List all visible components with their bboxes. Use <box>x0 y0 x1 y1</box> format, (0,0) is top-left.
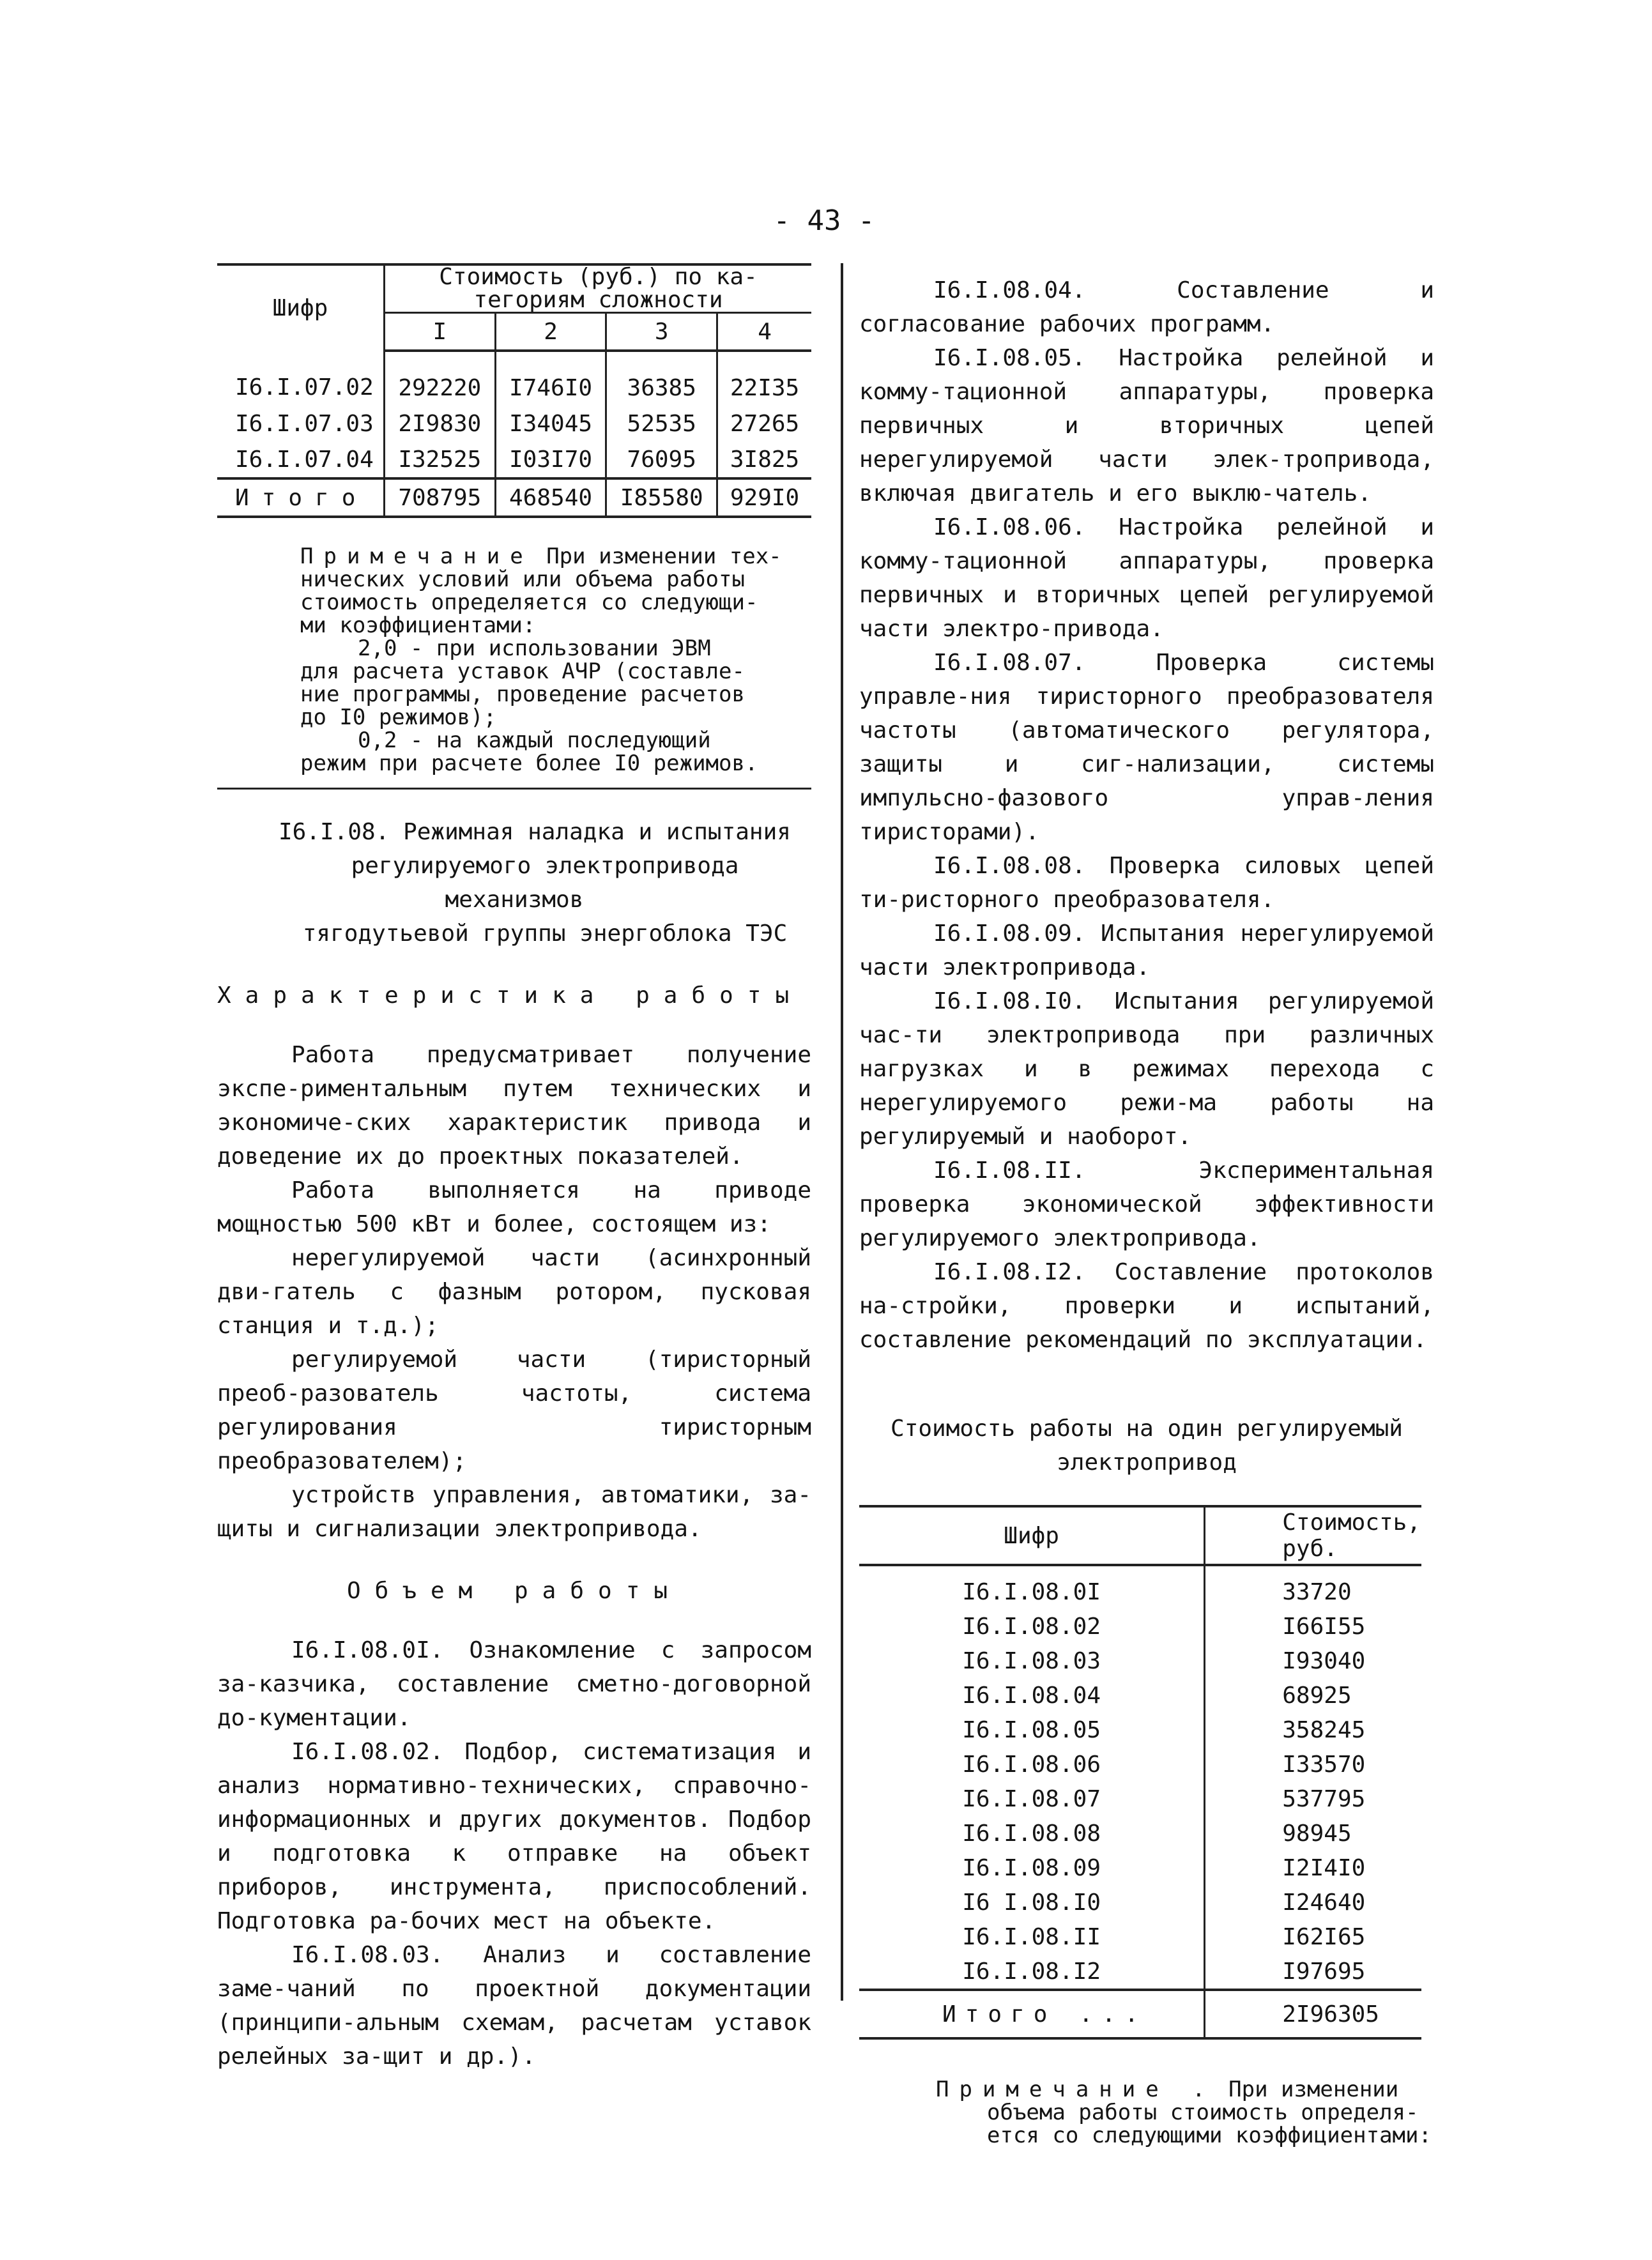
note-1: Примечание При изменении тех- нических условий или объема работы стоимость определяется со следующи- ми коэффициентами: 2,0 - при использовании ЭВМ для расчета уставок АЧР (составле- ние программы, проведение расчетов до I0 режимов); 0,2 - на каждый последующий режим при расчете более I0 режимов. <box>300 544 782 776</box>
separator-line <box>217 788 811 790</box>
section-heading: I6.I.08. Режимная наладка и испытания регулируемого электропривода механизмов тягодутьевой группы энергоблока ТЭС <box>279 819 791 947</box>
scope-item: I6.I.08.09. Испытания нерегулируемой части электропривода. <box>859 920 1434 981</box>
table-row: I6.I.08.09 I2I4I0 <box>859 1851 1421 1885</box>
table-row: I6.I.08.05 358245 <box>859 1713 1421 1747</box>
table-total-row: Итого 708795 468540 I85580 929I0 <box>217 478 811 517</box>
paragraph: нерегулируемой части (асинхронный дви-гатель с фазным ротором, пусковая станция и т.д.); <box>217 1245 811 1339</box>
right-column <box>859 273 1434 2147</box>
scope-item: I6.I.08.06. Настройка релейной и комму-тационной аппаратуры, проверка первичных и вторичных цепей регулируемой части электро-привода. <box>859 514 1434 642</box>
header-category-4: 4 <box>717 313 811 351</box>
characteristic-heading: Характеристика работы <box>217 982 804 1009</box>
cost-per-drive-table <box>859 1505 1421 2040</box>
scope-item: I6.I.08.08. Проверка силовых цепей ти-ристорного преобразователя. <box>859 853 1434 913</box>
table-row: I6.I.08.I2 I97695 <box>859 1954 1421 1990</box>
paragraph: Работа выполняется на приводе мощностью 500 кВт и более, состоящем из: <box>217 1177 811 1237</box>
scope-item: I6.I.08.07. Проверка системы управле-ния тиристорного преобразователя частоты (автоматического регулятора, защиты и сиг-нализации, системы импульсно-фазового управ-ления тиристорами). <box>859 650 1434 845</box>
scope-item: I6.I.08.04. Составление и согласование рабочих программ. <box>859 277 1434 337</box>
scope-item: I6.I.08.03. Анализ и составление заме-чаний по проектной документации (принципи-альным схемам, расчетам уставок релейных за-щит и др.). <box>217 1942 811 2070</box>
paragraph: регулируемой части (тиристорный преоб-разователь частоты, система регулирования тиристорным преобразователем); <box>217 1347 811 1474</box>
header-code: Шифр <box>859 1506 1205 1565</box>
page-number: - 43 - <box>773 204 875 237</box>
scope-item: I6.I.08.02. Подбор, систематизация и анализ нормативно-технических, справочно-информационных и других документов. Подбор и подготовка к отправке на объект приборов, инструмента, приспособлений. Подготовка ра-бочих мест на объекте. <box>217 1739 811 1934</box>
scope-heading: Объем работы <box>346 1578 682 1604</box>
column-divider <box>841 263 843 2001</box>
table-row: I6.I.07.02 292220 I746I0 36385 22I35 <box>217 351 811 406</box>
table-row: I6.I.08.08 98945 <box>859 1816 1421 1851</box>
cost-table-2-title: Стоимость работы на один регулируемый электропривод <box>891 1416 1403 1476</box>
scope-item: I6.I.08.0I. Ознакомление с запросом за-казчика, составление сметно-договорной до-кументации. <box>217 1637 811 1731</box>
table-row: I6.I.08.0I 33720 <box>859 1565 1421 1609</box>
header-category-1: I <box>385 313 496 351</box>
table-row: I6.I.08.04 68925 <box>859 1678 1421 1713</box>
table-row: I6.I.08.02 I66I55 <box>859 1609 1421 1644</box>
header-category-3: 3 <box>606 313 717 351</box>
table-row: I6.I.08.07 537795 <box>859 1782 1421 1816</box>
left-column <box>217 263 811 2073</box>
scope-item: I6.I.08.I2. Составление протоколов на-стройки, проверки и испытаний, составление рекомендаций по эксплуатации. <box>859 1259 1434 1353</box>
table-row: I6.I.07.03 2I9830 I34045 52535 27265 <box>217 406 811 441</box>
table-row: I6.I.08.II I62I65 <box>859 1920 1421 1954</box>
scope-item: I6.I.08.I0. Испытания регулируемой час-ти электропривода при различных нагрузках и в режимах перехода с нерегулируемого режи-ма работы на регулируемый и наоборот. <box>859 988 1434 1150</box>
header-category-2: 2 <box>495 313 606 351</box>
note-2: Примечание . При изменении объема работы стоимость определя- ется со следующими коэффициентами: <box>936 2077 1432 2148</box>
table-total-row: Итого ... 2I96305 <box>859 1990 1421 2038</box>
header-group: Стоимость (руб.) по ка- тегориям сложности <box>385 264 812 313</box>
table-row: I6.I.08.03 I93040 <box>859 1644 1421 1678</box>
scope-item: I6.I.08.05. Настройка релейной и комму-тационной аппаратуры, проверка первичных и вторичных цепей нерегулируемой части элек-тропривода, включая двигатель и его выклю-чатель. <box>859 345 1434 507</box>
paragraph: Работа предусматривает получение экспе-риментальным путем технических и экономиче-ских характеристик привода и доведение их до проектных показателей. <box>217 1042 811 1170</box>
scope-item: I6.I.08.II. Экспериментальная проверка экономической эффективности регулируемого электропривода. <box>859 1157 1434 1251</box>
table-row: I6.I.07.04 I32525 I03I70 76095 3I825 <box>217 441 811 478</box>
table-row: I6.I.08.06 I33570 <box>859 1747 1421 1782</box>
table-row: I6 I.08.I0 I24640 <box>859 1885 1421 1920</box>
header-cost: Стоимость, руб. <box>1205 1506 1421 1565</box>
paragraph: устройств управления, автоматики, за-щиты и сигнализации электропривода. <box>217 1482 811 1542</box>
header-code: Шифр <box>217 264 385 351</box>
cost-by-category-table <box>217 263 811 518</box>
